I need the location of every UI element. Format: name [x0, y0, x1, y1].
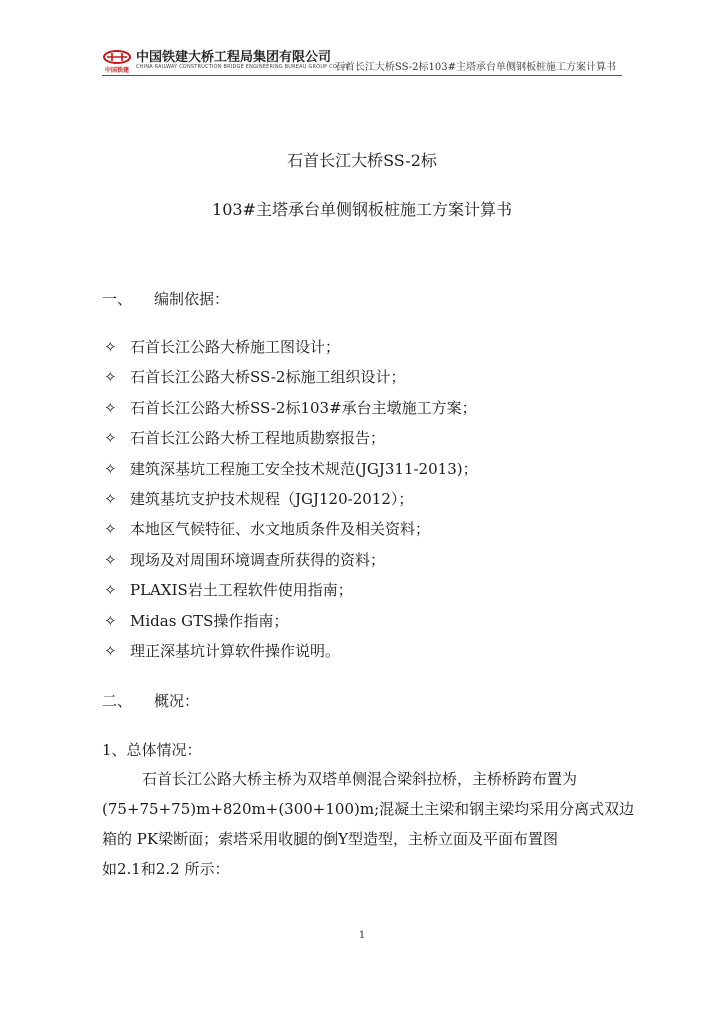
company-name: 中国铁建大桥工程局集团有限公司 — [136, 50, 332, 65]
document-title-line1: 石首长江大桥SS-2标 — [287, 151, 437, 170]
basis-list — [104, 336, 478, 670]
diamond-bullet-icon: ✧ — [104, 489, 117, 508]
list-item: ✧ PLAXIS岩土工程软件使用指南； — [104, 581, 353, 600]
diamond-bullet-icon: ✧ — [104, 550, 117, 569]
list-item: ✧ 石首长江公路大桥施工图设计； — [104, 338, 341, 356]
list-item: ✧ 石首长江公路大桥SS-2标施工组织设计； — [104, 368, 406, 387]
section-number: 一、 — [102, 290, 133, 308]
section-label: 概况： — [154, 692, 200, 710]
header-document-title: 石首长江大桥SS-2标103#主塔承台单侧钢板桩施工方案计算书 — [334, 62, 616, 73]
page-number: 1 — [358, 930, 366, 941]
document-title-line2: 103#主塔承台单侧钢板桩施工方案计算书 — [212, 200, 512, 219]
section-heading-overview — [102, 690, 199, 711]
page-header — [102, 44, 622, 76]
paragraph-line: 如2.1和2.2 所示： — [102, 860, 230, 878]
list-item: ✧ 建筑深基坑工程施工安全技术规范(JGJ311-2013)； — [104, 459, 478, 478]
company-name-english: CHINA RAILWAY CONSTRUCTION BRIDGE ENGINEERING BUREAU GROUP CO.,LTD — [136, 64, 350, 70]
diamond-bullet-icon: ✧ — [104, 581, 117, 600]
section-label: 编制依据： — [154, 290, 230, 308]
diamond-bullet-icon: ✧ — [104, 641, 117, 660]
diamond-bullet-icon: ✧ — [104, 429, 117, 448]
company-logo-icon — [102, 48, 132, 74]
section-heading-basis — [102, 288, 229, 309]
list-item: ✧ 石首长江公路大桥工程地质勘察报告； — [104, 429, 386, 448]
list-item: ✧ Midas GTS操作指南； — [104, 611, 289, 630]
list-item: ✧ 本地区气候特征、水文地质条件及相关资料； — [104, 520, 431, 539]
header-divider — [102, 75, 622, 76]
diamond-bullet-icon: ✧ — [104, 611, 117, 630]
diamond-bullet-icon: ✧ — [104, 520, 117, 539]
diamond-bullet-icon: ✧ — [104, 338, 117, 356]
logo-text: 中国铁建 — [104, 67, 130, 74]
diamond-bullet-icon: ✧ — [104, 459, 117, 478]
list-item: ✧ 石首长江公路大桥SS-2标103#承台主墩施工方案； — [104, 398, 477, 417]
list-item: ✧ 现场及对周围环境调查所获得的资料； — [104, 550, 386, 569]
section-number: 二、 — [102, 692, 133, 710]
list-item: ✧ 建筑基坑支护技术规程（JGJ120-2012）； — [104, 489, 414, 508]
diamond-bullet-icon: ✧ — [104, 398, 117, 417]
paragraph-line: (75+75+75)m+820m+(300+100)m;混凝土主梁和钢主梁均采用分离式双边 — [102, 800, 635, 818]
paragraph-line: 箱的 PK梁断面；索塔采用收腿的倒Y型造型，主桥立面及平面布置图 — [102, 830, 558, 848]
subsection-heading: 1、总体情况： — [102, 741, 202, 759]
paragraph-line: 石首长江公路大桥主桥为双塔单侧混合梁斜拉桥，主桥桥跨布置为 — [142, 770, 578, 788]
overview-paragraph — [102, 764, 635, 884]
diamond-bullet-icon: ✧ — [104, 368, 117, 387]
list-item: ✧ 理正深基坑计算软件操作说明。 — [104, 641, 341, 660]
